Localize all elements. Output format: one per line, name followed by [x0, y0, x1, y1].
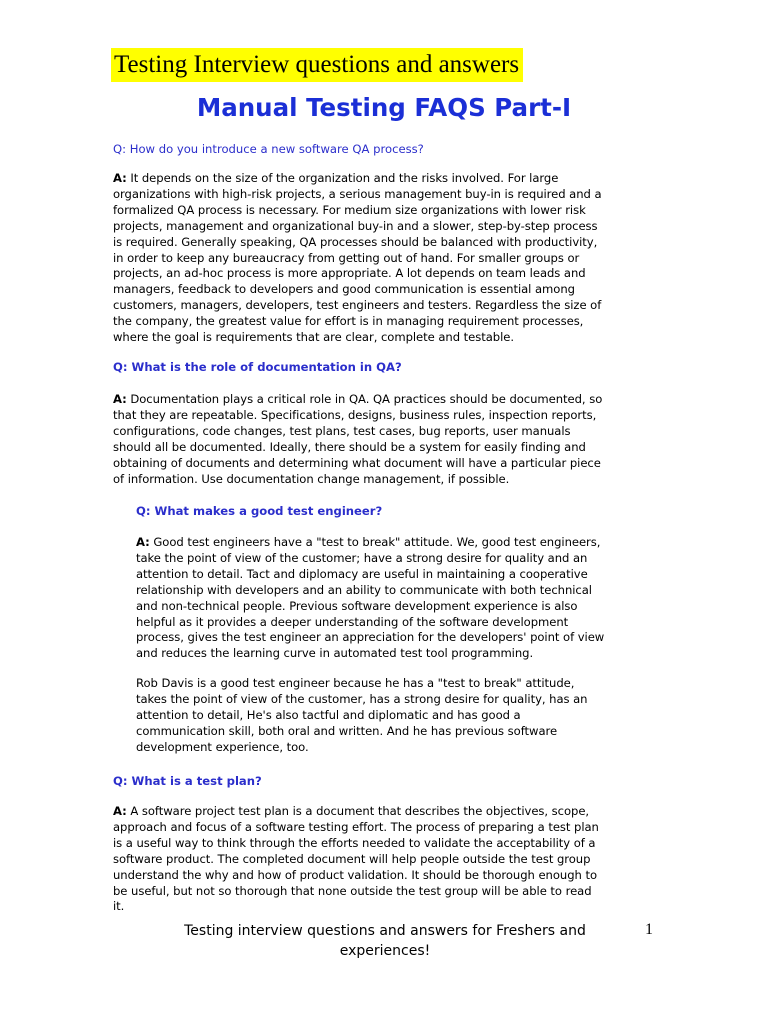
answer-line: formalized QA process is necessary. For medium size organizations with lower risk	[113, 202, 586, 217]
answer-line: in order to keep any bureaucracy from getting out of hand. For smaller groups or	[113, 250, 580, 265]
answer-3-continued	[136, 676, 587, 756]
question-2	[113, 359, 402, 375]
question-text: What is a test plan?	[131, 774, 262, 788]
answer-line: that they are repeatable. Specifications, designs, business rules, inspection reports,	[113, 407, 597, 422]
answer-line: projects, management and organizational buy-in and a slower, step-by-step process	[113, 218, 598, 233]
answer-line: development experience, too.	[136, 739, 309, 754]
answer-line: A: A software project test plan is a document that describes the objectives, scope,	[113, 804, 590, 818]
answer-line: customers, managers, developers, test engineers and testers. Regardless the size of	[113, 298, 602, 313]
answer-line: attention to detail, He's also tactful and diplomatic and has good a	[136, 707, 521, 722]
highlighted-title: Testing Interview questions and answers	[111, 48, 523, 82]
answer-line: relationship with developers and an ability to communicate with both technical	[136, 582, 592, 597]
answer-line: it.	[113, 899, 125, 914]
question-label: Q:	[113, 360, 128, 374]
question-text: What is the role of documentation in QA?	[131, 360, 402, 374]
page-number: 1	[645, 921, 653, 938]
question-label: Q:	[113, 142, 127, 156]
answer-line: helpful as it provides a deeper understanding of the software development	[136, 614, 569, 629]
answer-line: be useful, but not so thorough that none outside the test group will be able to read	[113, 883, 592, 898]
answer-line: A: Good test engineers have a "test to break" attitude. We, good test engineers,	[136, 535, 601, 549]
answer-label: A:	[113, 171, 127, 185]
answer-line: software product. The completed document will help people outside the test group	[113, 851, 591, 866]
answer-line: managers, feedback to developers and good communication is essential among	[113, 282, 575, 297]
answer-line: organizations with high-risk projects, a serious management buy-in is required and a	[113, 186, 602, 201]
answer-line: and reduces the learning curve in automated test tool programming.	[136, 646, 534, 661]
answer-line: is required. Generally speaking, QA processes should be balanced with productivity,	[113, 234, 598, 249]
answer-line: and non-technical people. Previous software development experience is also	[136, 598, 578, 613]
answer-line: takes the point of view of the customer, has a strong desire for quality, has an	[136, 691, 588, 706]
answer-label: A:	[113, 804, 127, 818]
answer-line: obtaining of documents and determining what document will have a particular piece	[113, 455, 601, 470]
question-text: How do you introduce a new software QA process?	[129, 142, 424, 156]
answer-line: process, gives the test engineer an appreciation for the developers' point of view	[136, 630, 605, 645]
question-3	[136, 503, 382, 519]
answer-3	[136, 535, 604, 662]
question-label: Q:	[136, 504, 151, 518]
answer-label: A:	[113, 392, 127, 406]
answer-line: is a useful way to think through the efforts needed to validate the acceptability of a	[113, 835, 596, 850]
answer-line: of information. Use documentation change management, if possible.	[113, 471, 510, 486]
answer-4	[113, 804, 599, 915]
answer-line: the company, the greatest value for effort is in managing requirement processes,	[113, 314, 584, 329]
question-label: Q:	[113, 774, 128, 788]
question-1	[113, 141, 424, 157]
answer-line: understand the why and how of product validation. It should be thorough enough to	[113, 867, 597, 882]
answer-2	[113, 392, 602, 487]
answer-label: A:	[136, 535, 150, 549]
footer-line-2: experiences!	[339, 943, 431, 959]
answer-line: A: Documentation plays a critical role in QA. QA practices should be documented, so	[113, 392, 603, 406]
question-4	[113, 773, 262, 789]
answer-line: configurations, code changes, test plans, test cases, bug reports, user manuals	[113, 423, 571, 438]
answer-line: attention to detail. Tact and diplomacy are useful in maintaining a cooperative	[136, 566, 588, 581]
footer-line-1: Testing interview questions and answers for Freshers and	[184, 923, 586, 939]
answer-line: Rob Davis is a good test engineer because he has a "test to break" attitude,	[136, 676, 575, 690]
answer-line: take the point of view of the customer; have a strong desire for quality and an	[136, 550, 588, 565]
answer-line: A: It depends on the size of the organization and the risks involved. For large	[113, 171, 559, 185]
page-footer	[130, 921, 640, 961]
question-text: What makes a good test engineer?	[154, 504, 383, 518]
answer-line: communication skill, both oral and written. And he has previous software	[136, 723, 558, 738]
answer-line: should all be documented. Ideally, there should be a system for easily finding and	[113, 439, 586, 454]
page-title: Manual Testing FAQS Part-I	[196, 93, 572, 122]
answer-line: where the goal is requirements that are clear, complete and testable.	[113, 330, 514, 345]
answer-line: projects, an ad-hoc process is more appropriate. A lot depends on team leads and	[113, 266, 586, 281]
answer-1	[113, 171, 602, 346]
answer-line: approach and focus of a software testing effort. The process of preparing a test plan	[113, 819, 599, 834]
